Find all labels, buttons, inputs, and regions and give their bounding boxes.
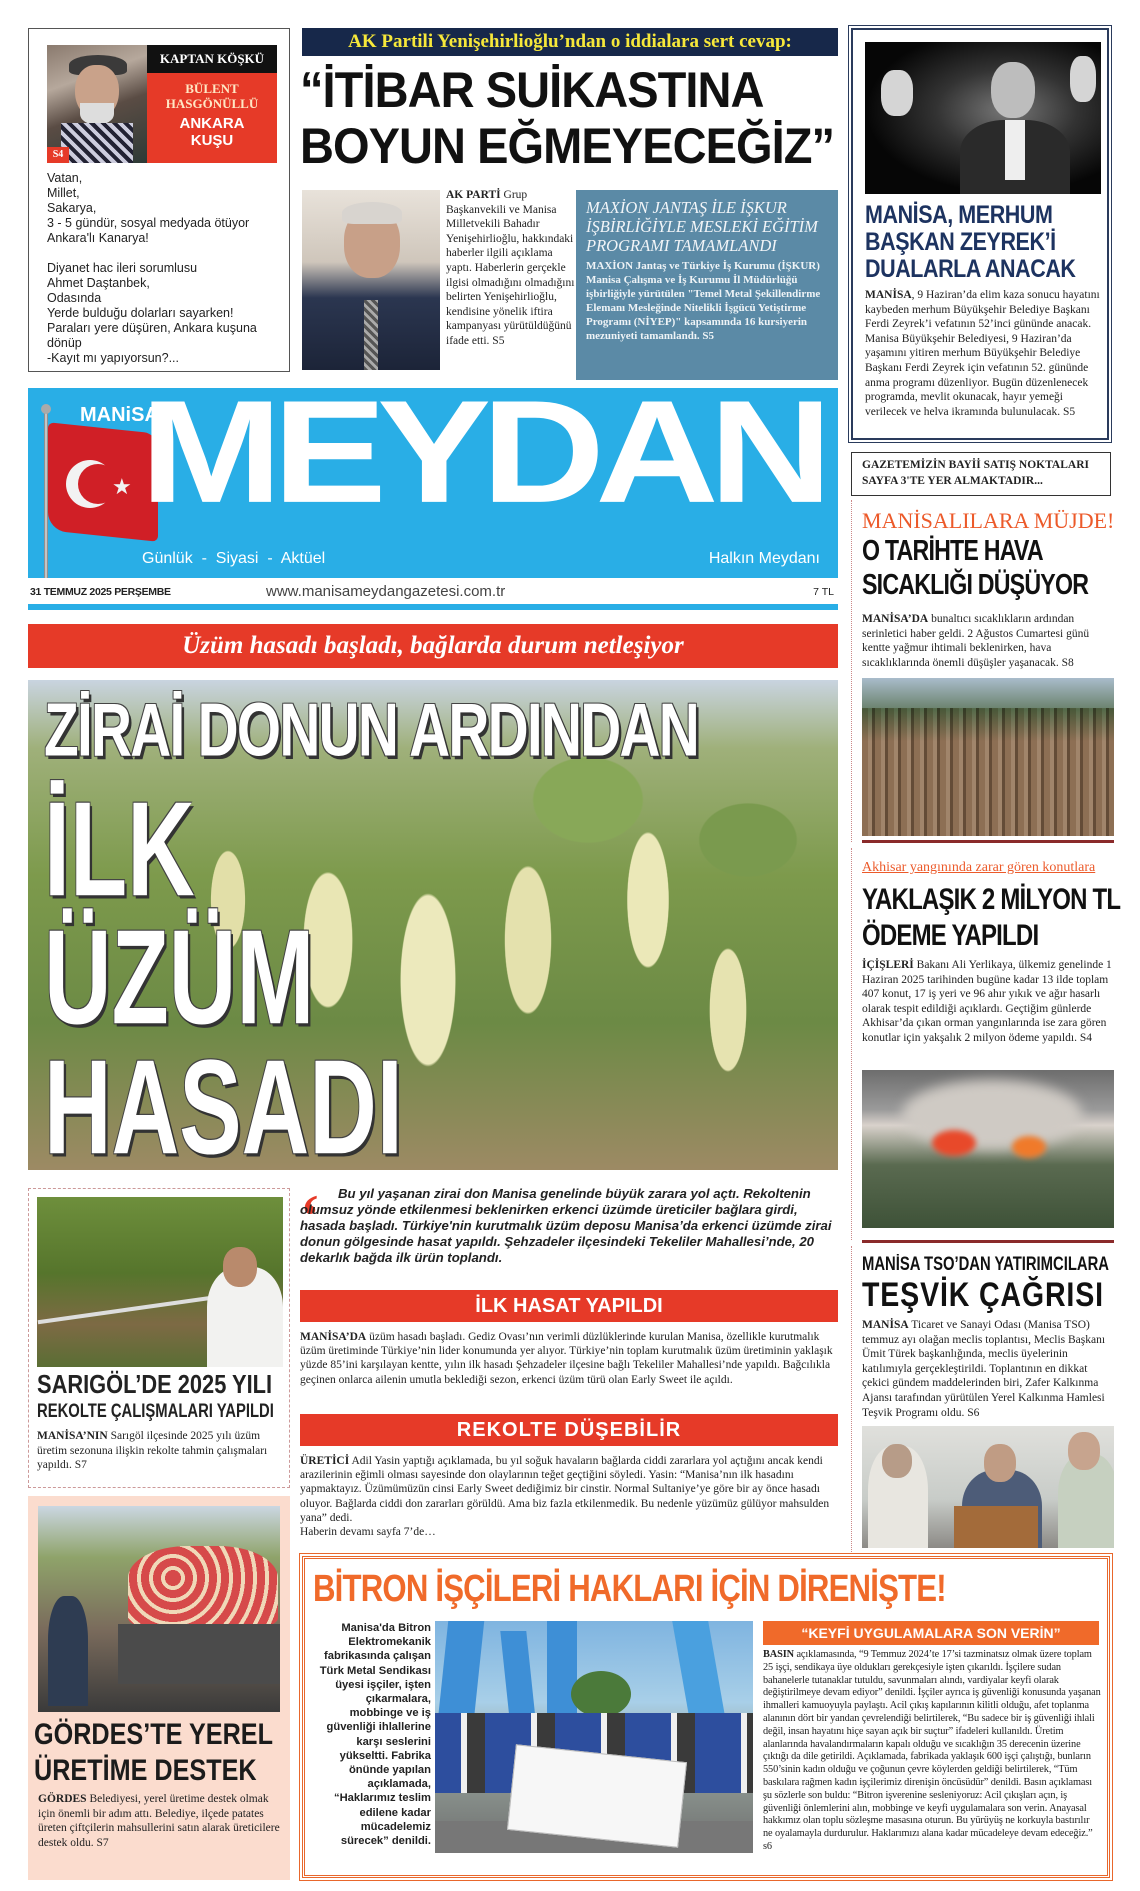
tso-headline-line-1: MANİSA TSO’DAN YATIRIMCILARA xyxy=(862,1254,1110,1275)
weather-kicker: MANİSALILARA MÜJDE! xyxy=(862,508,1115,533)
main-grape-photo[interactable] xyxy=(28,680,838,1170)
overlay-headline-line-4: HASADI xyxy=(44,1032,403,1170)
lead-word: MANİSA’NIN xyxy=(37,1430,108,1442)
section-title-rekolte: REKOLTE DÜŞEBİLİR xyxy=(300,1414,838,1446)
truck xyxy=(118,1624,280,1684)
masthead-slogan: Günlük - Siyasi - Aktüel xyxy=(142,550,326,567)
sarigol-headline-line-2: REKOLTE ÇALIŞMALARI YAPILDI xyxy=(37,1401,274,1422)
body-text: bunaltıcı sıcaklıkların ardından serinletici haber geldi. 2 Ağustos Cumartesi günü kentte yağmur ihtimali beklenirken, hava sıcaklıklarında önemli düşüşler yaşanacak. S8 xyxy=(862,613,1090,669)
body-text: Adil Yasin yaptığı açıklamada, bu yıl soğuk havaların bağlarda ciddi zararlara yol açtığını ancak kendi arazilerinin eğimli olması sayesinde don olaylarının teğet geçtiğini söyledi. Yasin: “Manisa’nın ilk hasadını yapmaktayız. Üzümümüzün cinsi Early Sweet dediğimiz bir cinstir. Normal Sultaniye’ye göre bir ay önce hasadı oluyor. Bağlarda ciddi don zararları görüldü. Ama biz fazla etkilenmedik. Bu nedenle yüzümüz gülüyor mahsulden yana” dedi. xyxy=(300,1455,830,1524)
headline-line-2: ÖDEME YAPILDI xyxy=(862,919,1039,952)
union-flag xyxy=(438,1621,485,1721)
yenisehirlioglu-photo xyxy=(302,190,440,370)
harvest-kicker: Üzüm hasadı başladı, bağlarda durum netleşiyor xyxy=(28,624,838,668)
zeyrek-headline xyxy=(865,202,1105,283)
overlay-headline-line-3: ÜZÜM xyxy=(44,902,315,1053)
tso-meeting-photo xyxy=(862,1426,1114,1548)
lead-word: MANİSA’DA xyxy=(300,1331,367,1343)
dateline xyxy=(28,582,838,602)
smoke xyxy=(902,1080,1082,1150)
main-story-section-2 xyxy=(300,1454,840,1539)
protest-photo xyxy=(435,1621,753,1853)
quote-mark-icon: ‘ xyxy=(300,1183,320,1249)
face xyxy=(991,62,1035,118)
headline-line-2: SICAKLIĞI DÜŞÜYOR xyxy=(862,569,1089,601)
zeyrek-body xyxy=(865,288,1101,419)
section-title-ilk-hasat: İLK HASAT YAPILDI xyxy=(300,1290,838,1322)
raised-hand-left xyxy=(881,70,913,116)
page-ref-badge: S4 xyxy=(47,147,69,163)
sarigol-story[interactable] xyxy=(28,1188,290,1488)
akhisar-body xyxy=(862,958,1114,1046)
maxion-body: MAXİON Jantaş ve Türkiye İş Kurumu (İŞKUR) Manisa Çalışma ve İş Kurumu İl Müdürlüğü işbirliğiyle yürütülen "Temel Metal Şekillendirme Elemanı Mesleğinde Nitelikli İşgücü Yetiştirme Programı (NİYEP)" kapsamında 16 kursiyerin mezuniyeti tamamlandı. S5 xyxy=(586,260,821,342)
flagpole-finial xyxy=(41,404,51,414)
vineyard-farmer-photo xyxy=(37,1197,283,1367)
lead-word: MANİSA xyxy=(862,1319,909,1331)
masthead-logo: MEYDAN xyxy=(140,388,823,534)
zeyrek-photo xyxy=(865,42,1101,194)
masthead[interactable] xyxy=(28,388,838,578)
columnist-photo xyxy=(47,45,147,163)
gordes-headline-line-2: ÜRETİME DESTEK xyxy=(34,1754,257,1787)
tree xyxy=(571,1671,631,1717)
gordes-headline-line-1: GÖRDES’TE YEREL xyxy=(34,1718,273,1751)
sarigol-body xyxy=(37,1429,285,1473)
body-text: Sarıgöl ilçesinde 2025 yılı üzüm üretim sezonuna ilişkin rekolte tahmin çalışmaları yapıldı. S7 xyxy=(37,1430,268,1472)
podium xyxy=(954,1506,1038,1548)
union-banner xyxy=(507,1744,687,1848)
fire xyxy=(932,1130,976,1156)
irrigation-pipe xyxy=(38,1294,227,1324)
column-title-line1: ANKARA xyxy=(179,115,245,132)
column-text: Vatan, Millet, Sakarya, 3 - 5 gündür, sosyal medyada ötüyor Ankara'lı Kanarya! Diyanet hac ileri sorumlusu Ahmet Daştanbek, Odasında Yerde bulduğu dolarları sayarken! Paraları yere düşüren, Ankara kuşuna dönüp -Kayıt mı yapıyorsun?... xyxy=(47,171,257,365)
bitron-story[interactable] xyxy=(302,1556,1110,1878)
headline-line-3: DUALARLA ANACAK xyxy=(865,255,1076,283)
akhisar-kicker: Akhisar yangınında zarar gören konutlara xyxy=(862,860,1096,875)
headline-line-1: O TARİHTE HAVA xyxy=(862,535,1043,567)
bayi-notice xyxy=(851,452,1111,496)
lead-word: MANİSA’DA xyxy=(862,613,929,625)
sarigol-headline-line-1: SARIGÖL’DE 2025 YILI xyxy=(37,1369,273,1399)
fire xyxy=(1012,1136,1046,1158)
body-text: Ticaret ve Sanayi Odası (Manisa TSO) temmuz ayı olağan meclis toplantısı, Meclis Başkanı Ümit Türek başkanlığında, meclis üyelerinin katılımıyla gerçekleştirildi. Toplantının en dikkat çekici gündem maddelerinden biri, Zafer Kalkınma Ajansı tarafından yürütülen Yerel Kalkınma Hamlesi Teşvik Programı oldu. S6 xyxy=(862,1319,1106,1419)
tso-body xyxy=(862,1318,1116,1420)
issue-date: 31 TEMMUZ 2025 PERŞEMBE xyxy=(30,586,171,598)
headline-line-1: YAKLAŞIK 2 MİLYON TL xyxy=(862,883,1121,916)
speaker-head xyxy=(984,1444,1016,1482)
shirt xyxy=(1005,120,1025,180)
lead-word: MANİSA xyxy=(865,289,912,301)
website-link[interactable]: www.manisameydangazetesi.com.tr xyxy=(266,583,506,600)
farmer-head xyxy=(223,1247,257,1287)
body-text: üzüm hasadı başladı. Gediz Ovası’nın verimli düzlüklerinde kurulan Manisa, özellikle kurutmalık üzüm üretiminde Türkiye’nin lider konumunda yer alıyor. Türkiye’nin toplam kurutmalık üzüm üretiminin yaklaşık yüzde 85’ini karşılayan kentte, yılın ilk hasadı Şehzadeler ilçesine bağlı Tekeliler Mahallesi’nde yapıldı. Bağcılıkla geçinen onlarca ailenin umutla beklediği sezon, erkenci üzüm türü olan Early Sweet ile açıldı. xyxy=(300,1331,833,1386)
masthead-motto: Halkın Meydanı xyxy=(708,550,820,567)
bayi-line-1: GAZETEMİZİN BAYİİ SATIŞ NOKTALARI xyxy=(862,459,1089,471)
bitron-body xyxy=(763,1649,1101,1854)
body-text: açıklamasında, “9 Temmuz 2024’te 17’si tazminatsız olmak üzere toplam 25 işçi, sendikaya üye oldukları gerekçesiyle işten çıkarıldı. İşçilere sudan bahanelerle tutanaklar tutuldu, savunmaları alındı, vardiyalar keyfi olarak değiştirilmeye devam ediyor” denildi. İşçiler ayrıca iş güvenliği konusunda yaşanan ihmalleri kamuoyuyla paylaştı. Acil çıkış kapılarının kilitli olduğu, afet toplanma alanının dört bir yandan çevrelendiği belirtilerek, “Bu sadece bir iş güvenliği ihlali değil, insan hayatını hiçe sayan açık bir suçtur” ifadeleri kullanıldı. Üretim alanlarında havalandırmaların kapalı olduğu ve sıcaklığın 35 derecenin üzerine çıktığı da dile getirildi. Açıklamada, fabrikada yaklaşık 600 işçi çalıştığı, bunların 550’sinin kadın olduğu ve çoğunun çevre köylerden geldiği belirtilerek, “Tüm baskılara rağmen kadın işçilerimiz direnişin öncüsüdür” denildi. Basın açıklaması şu sözlerle son buldu: “Bitron işverenine sesleniyoruz: Acil çıkışları açın, iş güvenliği önlemlerini alın, mobbinge ve keyfi uygulamalara son verin. Anayasal hakkımız olan toplu sözleşme masasına oturun. Bu yürüyüş ne korkuyla bastırılır ne oyalamayla durdurulur. Haklarımızı alana kadar mücadeleye devam edeceğiz.” s6 xyxy=(763,1649,1101,1852)
lead-word: GÖRDES xyxy=(38,1793,87,1805)
potato-sacks xyxy=(128,1546,278,1626)
person xyxy=(48,1596,88,1706)
continued-note[interactable]: Haberin devamı sayfa 7’de… xyxy=(300,1526,436,1539)
weather-story[interactable] xyxy=(851,500,1115,842)
main-story-lead xyxy=(300,1183,840,1266)
top-story-headline[interactable] xyxy=(300,62,840,174)
column-section-title: KAPTAN KÖŞKÜ xyxy=(147,45,277,73)
body-text: Grup Başkanvekili ve Manisa Milletvekili Bahadır Yenişehirlioğlu, hakkındaki haberler ilgili açıklama yaptı. Haberlerin gerçekle ilgisi olmadığını olmadığını belirten Yenişehirlioğlu, kendisine yönelik iftira kampanyası yürütüldüğünü ifade etti. S5 xyxy=(446,189,575,347)
lead-word: BASIN xyxy=(763,1649,794,1660)
maxion-story[interactable] xyxy=(576,190,838,380)
lead-word: AK PARTİ xyxy=(446,189,501,201)
section-divider xyxy=(862,1240,1114,1243)
kaptan-kosku-column[interactable] xyxy=(28,28,290,372)
gordes-story[interactable] xyxy=(28,1496,290,1880)
sky xyxy=(862,678,1114,708)
zeyrek-story[interactable] xyxy=(851,28,1109,440)
bitron-side-text: Manisa'da Bitron Elektromekanik fabrikasında çalışan Türk Metal Sendikası üyesi işçiler, işten çıkarmalara, mobbinge ve iş güvenliği ihlallerine karşı seslerini yükseltti. Fabrika önünde yapılan açıklamada, “Haklarımız teslim edilene kadar mücadelemiz sürecek” denildi. xyxy=(319,1622,431,1848)
columnist-scarf xyxy=(61,123,133,163)
bitron-headline: BİTRON İŞÇİLERİ HAKLARI İÇİN DİRENİŞTE! xyxy=(313,1568,946,1610)
headline-line-1: MANİSA, MERHUM xyxy=(865,201,1053,229)
union-flag xyxy=(500,1631,535,1721)
forest-fire-photo xyxy=(862,1070,1114,1228)
main-story-section-1 xyxy=(300,1330,840,1387)
star-icon: ★ xyxy=(112,474,132,499)
masthead-divider xyxy=(28,604,838,610)
columnist-beard xyxy=(80,103,114,125)
gordes-body xyxy=(38,1792,286,1850)
headline-line-2: BOYUN EĞMEYECEĞİZ” xyxy=(300,118,835,174)
person-head xyxy=(1068,1432,1100,1470)
lead-word: İÇİŞLERİ xyxy=(862,959,914,971)
body-text: Bakanı Ali Yerlikaya, ülkemiz genelinde 1 Haziran 2025 tarihinden bugüne kadar 13 ilde toplam 407 konut, 17 iş yeri ve 96 ahır yıkık ve ağır hasarlı olarak tespit edildiği açıklardı. Geçtiğim günlerde Akhisar’da çıkan orman yangınlarında ise zara gören konutlar için yakşalık 2 milyon ödeme yapıldı. S4 xyxy=(862,959,1112,1044)
city-aerial-photo xyxy=(862,678,1114,836)
section-divider xyxy=(862,840,1114,843)
raised-hand-right xyxy=(1070,56,1096,102)
columnist-first-name: BÜLENT xyxy=(185,81,239,96)
lead-word: ÜRETİCİ xyxy=(300,1455,350,1467)
tso-headline-line-2: TEŞVİK ÇAĞRISI xyxy=(862,1276,1104,1314)
union-flag xyxy=(547,1621,577,1721)
headline-line-2: BAŞKAN ZEYREK’İ xyxy=(865,228,1056,256)
potato-truck-photo xyxy=(38,1506,280,1712)
columnist-last-name: HASGÖNÜLLÜ xyxy=(165,96,259,111)
body-text: , 9 Haziran’da elim kaza sonucu hayatını kaybeden merhum Büyükşehir Belediye Başkanı Ferdi Zeyrek’i vefatının 52’inci gününde anacak. Manisa Büyükşehir Belediyesi, 9 Haziran’da yaşamını yitiren merhum Büyükşehir Belediye Başkanı Ferdi Zeyrek için vefatının 52. gününde anma programı düzenliyor. Bugün düzenlenecek programda, mevlit okunacak, hayır yemeği verilecek ve helva ikramında bulunulacak. S5 xyxy=(865,289,1100,418)
top-story-body xyxy=(446,188,576,349)
akhisar-headline xyxy=(862,882,1140,954)
maxion-headline: MAXİON JANTAŞ İLE İŞKUR İŞBİRLİĞİYLE MESLEKİ EĞİTİM PROGRAMI TAMAMLANDI xyxy=(586,198,818,255)
headline-line-1: “İTİBAR SUİKASTINA xyxy=(300,62,764,118)
overlay-headline-line-1: ZİRAİ DONUN ARDINDAN xyxy=(44,687,699,772)
weather-body xyxy=(862,612,1114,670)
akhisar-story[interactable] xyxy=(851,848,1121,1240)
overlay-headline-line-2: İLK xyxy=(44,774,195,925)
bitron-subhead: “KEYFİ UYGULAMALARA SON VERİN” xyxy=(763,1621,1099,1645)
person-head xyxy=(882,1444,912,1478)
column-title-block xyxy=(147,73,277,163)
top-story-kicker: AK Partili Yenişehirlioğlu’ndan o iddialara sert cevap: xyxy=(302,28,838,56)
union-flag xyxy=(672,1621,726,1721)
weather-headline xyxy=(862,534,1140,602)
column-title-line2: KUŞU xyxy=(190,132,234,149)
masthead-city: MANiSA xyxy=(80,404,159,426)
issue-price: 7 TL xyxy=(813,586,834,598)
portrait-hair xyxy=(342,202,402,224)
lead-text: Bu yıl yaşanan zirai don Manisa genelinde büyük zarara yol açtı. Rekoltenin olumsuz yönde etkilenmesi beklenirken erkenci üzümde üreticiler bağlara girdi, hasada başladı. Türkiye'nin kurutmalık üzüm deposu Manisa’da erkenci üzümde zirai donun gölgesinde hasat yapıldı. Şehzadeler ilçesindeki Tekeliler Mahallesi’nde, 20 dekarlık bağda ilk ürün toplandı. xyxy=(300,1186,832,1265)
bayi-line-2: SAYFA 3'TE YER ALMAKTADIR... xyxy=(862,475,1043,487)
body-text: Belediyesi, yerel üretime destek olmak için önemli bir adım attı. Belediye, ilçede patates üreten çiftçilerin mahsullerini satın alarak üreticilere destek oldu. S7 xyxy=(38,1793,280,1849)
portrait-tie xyxy=(364,300,378,370)
tso-story[interactable] xyxy=(851,1246,1115,1552)
